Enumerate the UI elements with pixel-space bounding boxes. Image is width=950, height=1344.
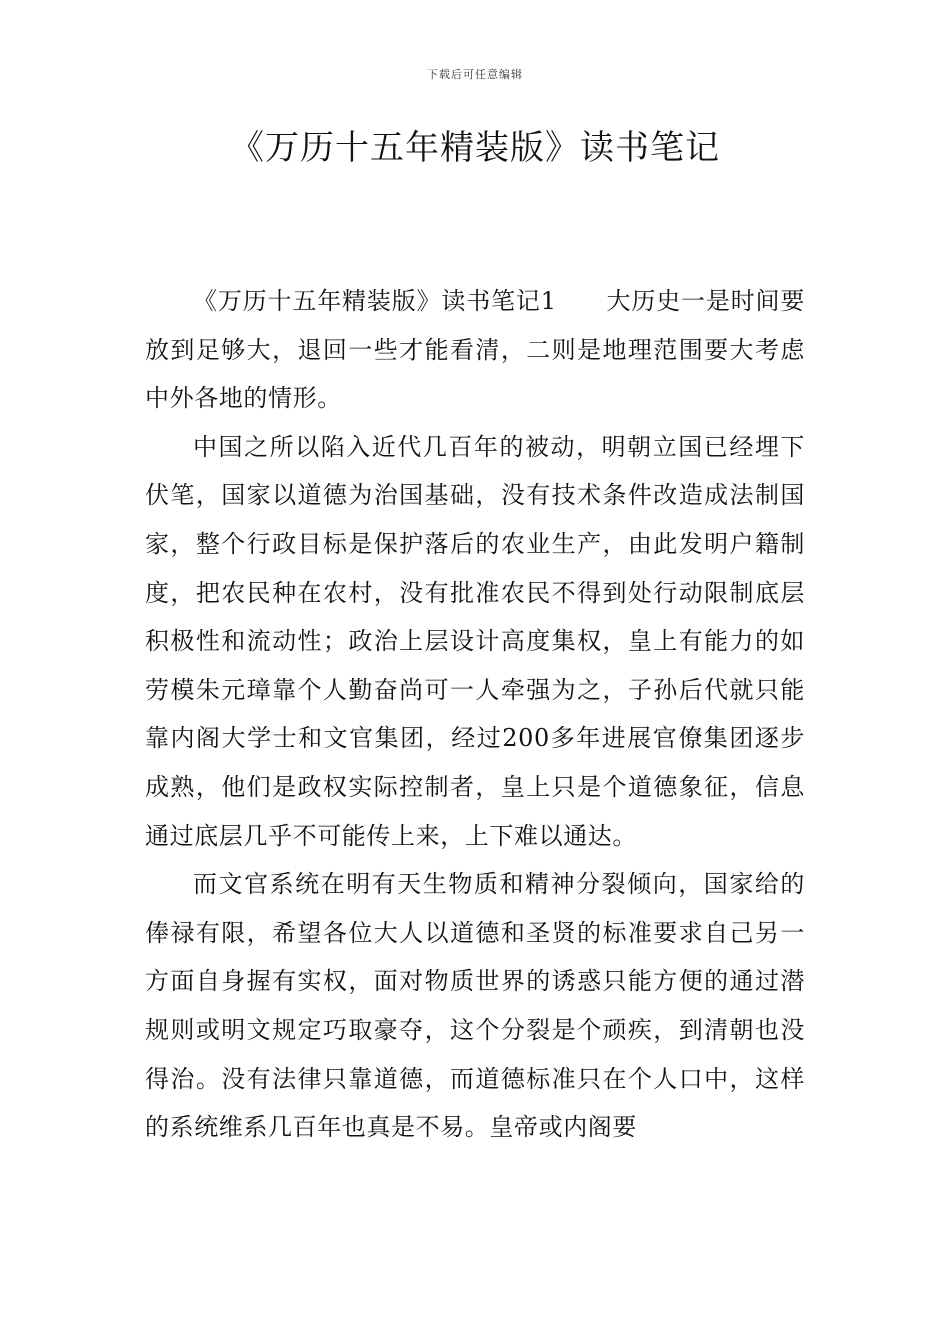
header-note: 下载后可任意编辑 — [427, 68, 523, 81]
paragraph-2: 中国之所以陷入近代几百年的被动，明朝立国已经埋下伏笔，国家以道德为治国基础，没有技术条件改造成法制国家，整个行政目标是保护落后的农业生产，由此发明户籍制度，把农民种在农村，没有批准农民不得到处行动限制底层积极性和流动性；政治上层设计高度集权，皇上有能力的如劳模朱元璋靠个人勤奋尚可一人牵强为之，子孙后代就只能靠内阁大学士和文官集团，经过200多年进展官僚集团逐步成熟，他们是政权实际控制者，皇上只是个道德象征，信息通过底层几乎不可能传上来，上下难以通达。 — [145, 432, 805, 850]
document-body — [145, 277, 805, 1152]
paragraph-3: 而文官系统在明有天生物质和精神分裂倾向，国家给的俸禄有限，希望各位大人以道德和圣贤的标准要求自己另一方面自身握有实权，面对物质世界的诱惑只能方便的通过潜规则或明文规定巧取豪夺，这个分裂是个顽疾，到清朝也没得治。没有法律只靠道德，而道德标准只在个人口中，这样的系统维系几百年也真是不易。皇帝或内阁要 — [145, 870, 805, 1142]
paragraph-1: 《万历十五年精装版》读书笔记1 大历史一是时间要放到足够大，退回一些才能看清，二则是地理范围要大考虑中外各地的情形。 — [145, 287, 805, 413]
document-title: 《万历十五年精装版》读书笔记 — [230, 128, 720, 168]
